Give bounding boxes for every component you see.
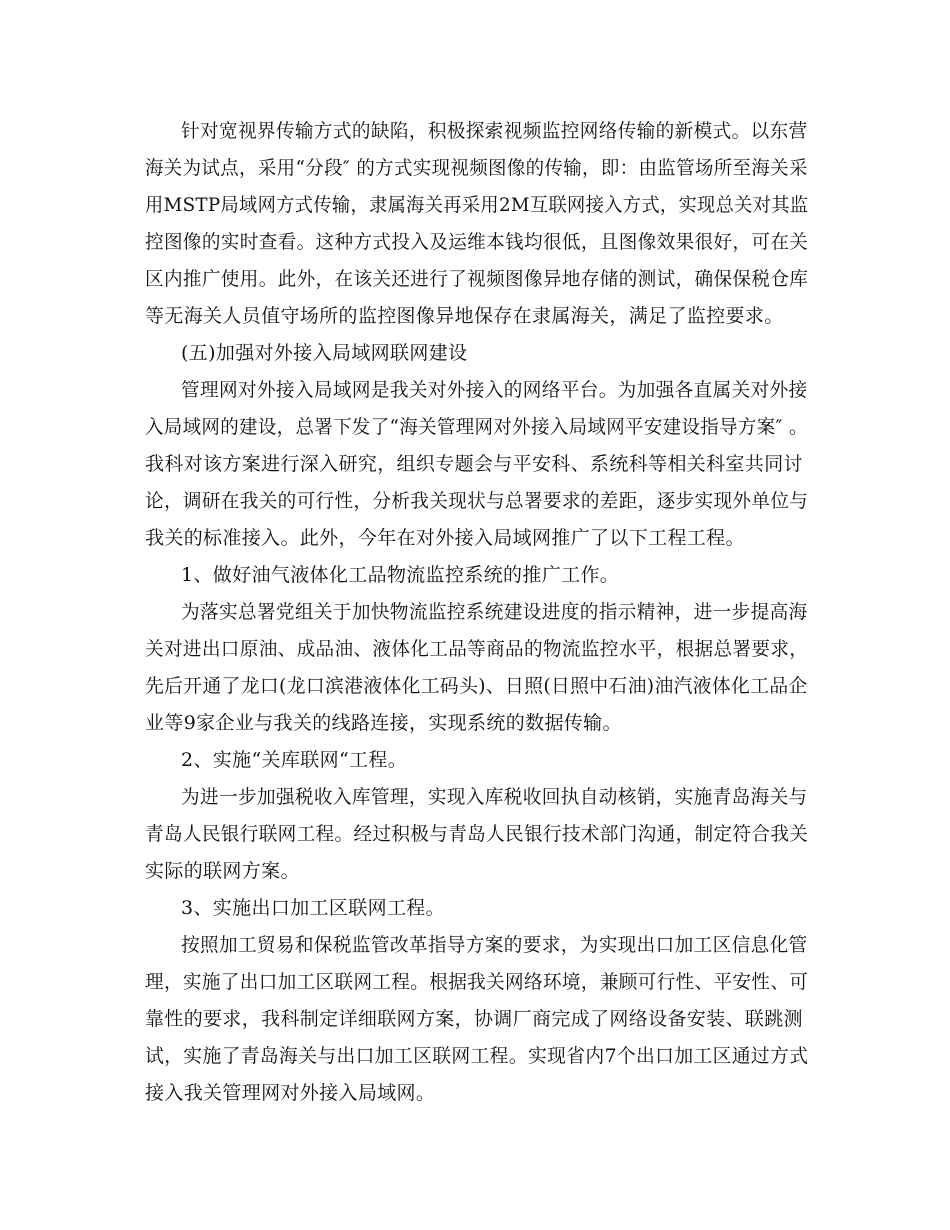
text-line-11: 论，调研在我关的可行性，分析我关现状与总署要求的差距，逐步实现外单位与 <box>145 490 809 512</box>
text-line-10: 我科对该方案进行深入研究，组织专题会与平安科、系统科等相关科室共同讨 <box>145 453 803 475</box>
text-line-12: 我关的标准接入。此外，今年在对外接入局域网推广了以下工程工程。 <box>145 527 745 549</box>
item-heading-1: 1、做好油气液体化工品物流监控系统的推广工作。 <box>181 564 620 586</box>
text-line-2: 海关为试点，采用“分段″ 的方式实现视频图像的传输，即：由监管场所至海关采 <box>145 157 808 179</box>
text-line-27: 接入我关管理网对外接入局域网。 <box>145 1082 436 1104</box>
text-line-21: 实际的联网方案。 <box>145 860 300 882</box>
text-line-17: 业等9家企业与我关的线路连接，实现系统的数据传输。 <box>145 712 622 734</box>
text-line-5: 区内推广使用。此外，在该关还进行了视频图像异地存储的测试，确保保税仓库 <box>145 268 809 290</box>
text-line-26: 试，实施了青岛海关与出口加工区联网工程。实现省内7个出口加工区通过方式 <box>145 1045 809 1067</box>
text-line-24: 理，实施了出口加工区联网工程。根据我关网络环境，兼顾可行性、平安性、可 <box>145 971 809 993</box>
text-line-8: 管理网对外接入局域网是我关对外接入的网络平台。为加强各直属关对外接 <box>181 379 808 401</box>
text-line-6: 等无海关人员值守场所的监控图像异地保存在隶属海关，满足了监控要求。 <box>145 305 784 327</box>
text-line-23: 按照加工贸易和保税监管改革指导方案的要求，为实现出口加工区信息化管 <box>181 934 808 956</box>
section-heading-5: (五)加强对外接入局域网联网建设 <box>181 342 468 364</box>
text-line-3: 用MSTP局域网方式传输，隶属海关再采用2M互联网接入方式，实现总关对其监 <box>145 194 809 216</box>
text-line-19: 为进一步加强税收入库管理，实现入库税收回执自动核销，实施青岛海关与 <box>181 786 808 808</box>
text-line-14: 为落实总署党组关于加快物流监控系统建设进度的指示精神，进一步提高海 <box>181 601 808 623</box>
text-line-16: 先后开通了龙口(龙口滨港液体化工码头)、日照(日照中石油)油汽液体化工品企 <box>145 675 808 697</box>
item-heading-3: 3、实施出口加工区联网工程。 <box>181 897 445 919</box>
text-line-1: 针对宽视界传输方式的缺陷，积极探索视频监控网络传输的新模式。以东营 <box>181 120 808 142</box>
text-line-9: 入局域网的建设，总署下发了“海关管理网对外接入局域网平安建设指导方案″ 。 <box>145 416 808 438</box>
text-line-15: 关对进出口原油、成品油、液体化工品等商品的物流监控水平，根据总署要求， <box>145 638 809 660</box>
text-line-25: 靠性的要求，我科制定详细联网方案，协调厂商完成了网络设备安装、联跳测 <box>145 1008 803 1030</box>
item-heading-2: 2、实施“关库联网“工程。 <box>181 749 408 771</box>
text-line-20: 青岛人民银行联网工程。经过积极与青岛人民银行技术部门沟通，制定符合我关 <box>145 823 809 845</box>
text-line-4: 控图像的实时查看。这种方式投入及运维本钱均很低，且图像效果很好，可在关 <box>145 231 809 253</box>
